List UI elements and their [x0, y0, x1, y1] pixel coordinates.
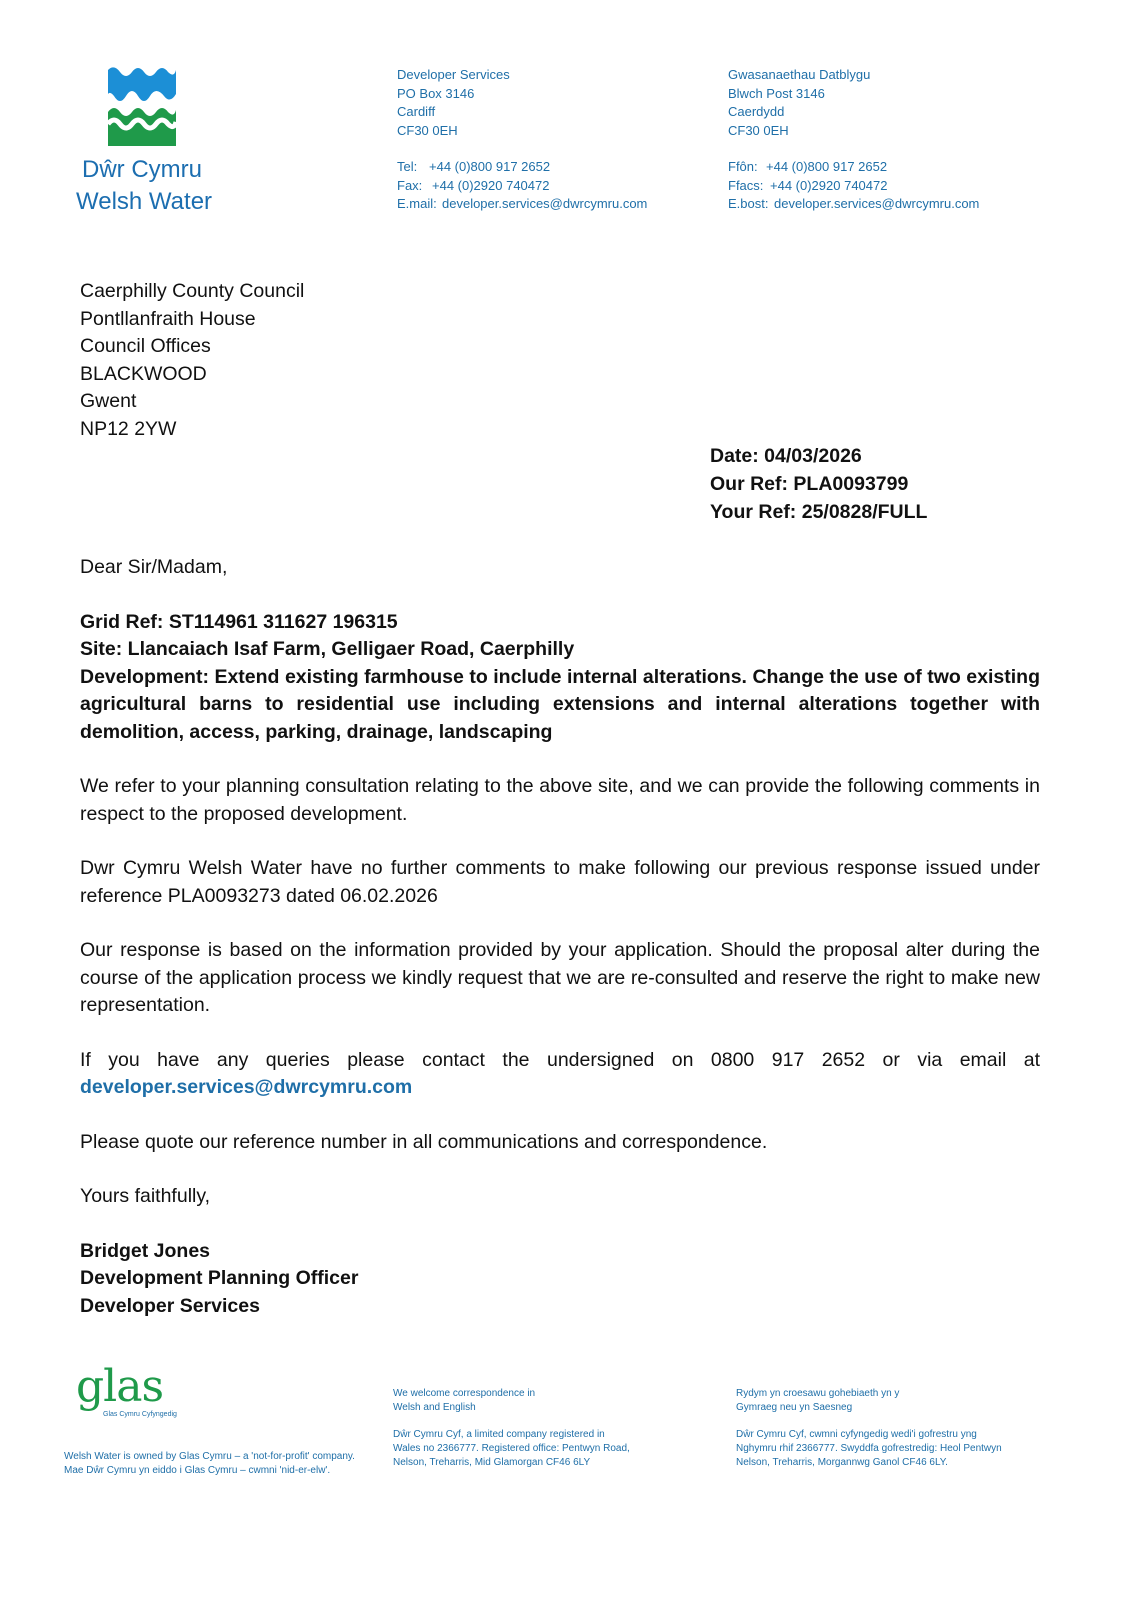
header-line: Blwch Post 3146 [728, 85, 825, 101]
signature-dept: Developer Services [80, 1294, 260, 1317]
glas-logo [76, 1361, 177, 1418]
logo-line-1: Dŵr Cymru [82, 156, 202, 183]
address-line: BLACKWOOD [80, 362, 207, 385]
address-line: Pontllanfraith House [80, 307, 256, 330]
footer-line: Welsh and English [393, 1402, 476, 1413]
footer-english [393, 1387, 630, 1470]
header-welsh [728, 66, 979, 214]
footer-line: Dŵr Cymru Cyf, a limited company registered in [393, 1429, 605, 1440]
site: Site: Llancaiach Isaf Farm, Gelligaer Road, Caerphilly [80, 638, 575, 660]
contact-text: If you have any queries please contact the undersigned on 0800 917 2652 or via email at [80, 1048, 1040, 1071]
your-ref: Your Ref: 25/0828/FULL [710, 501, 928, 523]
footer-line: Mae Dŵr Cymru yn eiddo i Glas Cymru – cwmni 'nid-er-elw'. [64, 1465, 331, 1476]
tel-number: +44 (0)800 917 2652 [429, 159, 551, 174]
footer-line: Nelson, Treharris, Mid Glamorgan CF46 6LY [393, 1457, 591, 1468]
footer-welsh [736, 1387, 1002, 1470]
paragraph-4 [80, 1047, 1040, 1075]
fax-number: +44 (0)2920 740472 [770, 177, 888, 193]
fax-number: +44 (0)2920 740472 [432, 177, 550, 193]
glas-logo-subtitle: Glas Cymru Cyfyngedig [103, 1411, 177, 1418]
header-english [397, 66, 647, 214]
tel-number: +44 (0)800 917 2652 [766, 159, 888, 174]
grid-ref: Grid Ref: ST114961 311627 196315 [80, 610, 398, 633]
closing: Yours faithfully, [80, 1185, 211, 1207]
footer-line: Gymraeg neu yn Saesneg [736, 1402, 853, 1413]
header-line: Caerdydd [728, 104, 785, 119]
footer-ownership [64, 1450, 355, 1478]
address-line: Caerphilly County Council [80, 280, 305, 302]
header-line: Gwasanaethau Datblygu [728, 67, 871, 82]
signature-title: Development Planning Officer [80, 1267, 359, 1289]
development: Development: Extend existing farmhouse to include internal alterations. Change the use of two existing agricultural barns to residential use including extensions and internal alterations together with demolition, access, parking, drainage, landscaping [80, 665, 1040, 743]
footer-line: Welsh Water is owned by Glas Cymru – a 'not-for-profit' company. [64, 1451, 355, 1462]
date: Date: 04/03/2026 [710, 445, 862, 467]
salutation: Dear Sir/Madam, [80, 556, 228, 578]
address-line: Council Offices [80, 335, 211, 357]
logo-line-2: Welsh Water [76, 188, 213, 215]
email-link[interactable]: developer.services@dwrcymru.com [442, 196, 648, 211]
header-line: CF30 0EH [728, 122, 789, 138]
glas-logo-text: glas [76, 1361, 164, 1412]
reference-block [710, 442, 927, 526]
footer-line: Dŵr Cymru Cyf, cwmni cyfyngedig wedi'i gofrestru yng [736, 1429, 977, 1440]
signature-name: Bridget Jones [80, 1239, 211, 1262]
header-line: Developer Services [397, 67, 510, 82]
tel-label: Tel: [397, 159, 418, 174]
email-label: E.bost: [728, 196, 769, 211]
our-ref: Our Ref: PLA0093799 [710, 473, 909, 495]
paragraph-2: Dwr Cymru Welsh Water have no further comments to make following our previous response issued under reference PLA0093273 dated 06.02.2026 [80, 857, 1040, 907]
footer-line: We welcome correspondence in [393, 1388, 536, 1399]
address-line: Gwent [80, 390, 137, 412]
header-line: CF30 0EH [397, 122, 458, 138]
header-line: PO Box 3146 [397, 85, 475, 101]
footer-line: Nelson, Treharris, Morgannwg Ganol CF46 6LY. [736, 1457, 948, 1468]
welsh-water-logo [74, 62, 224, 222]
header-line: Cardiff [397, 104, 436, 119]
email-link[interactable]: developer.services@dwrcymru.com [774, 196, 980, 211]
paragraph-3: Our response is based on the information provided by your application. Should the proposal alter during the course of the application process we kindly request that we are re-consulted and reserve the right to make new representation. [80, 939, 1040, 1016]
fax-label: Fax: [397, 177, 423, 193]
footer-line: Rydym yn croesawu gohebiaeth yn y [736, 1388, 900, 1399]
footer-line: Nghymru rhif 2366777. Swyddfa gofrestredig: Heol Pentwyn [736, 1443, 1002, 1454]
paragraph-5: Please quote our reference number in all communications and correspondence. [80, 1130, 768, 1153]
email-label: E.mail: [397, 196, 437, 211]
tel-label: Ffôn: [728, 159, 758, 174]
address-line: NP12 2YW [80, 417, 177, 440]
fax-label: Ffacs: [728, 177, 764, 193]
letter-body [80, 554, 1040, 1320]
contact-email-link[interactable]: developer.services@dwrcymru.com [80, 1076, 413, 1098]
recipient-address [80, 278, 304, 443]
footer-line: Wales no 2366777. Registered office: Pentwyn Road, [393, 1443, 630, 1454]
paragraph-1: We refer to your planning consultation relating to the above site, and we can provide the following comments in respect to the proposed development. [80, 775, 1040, 825]
wave-logo-icon [104, 64, 180, 150]
